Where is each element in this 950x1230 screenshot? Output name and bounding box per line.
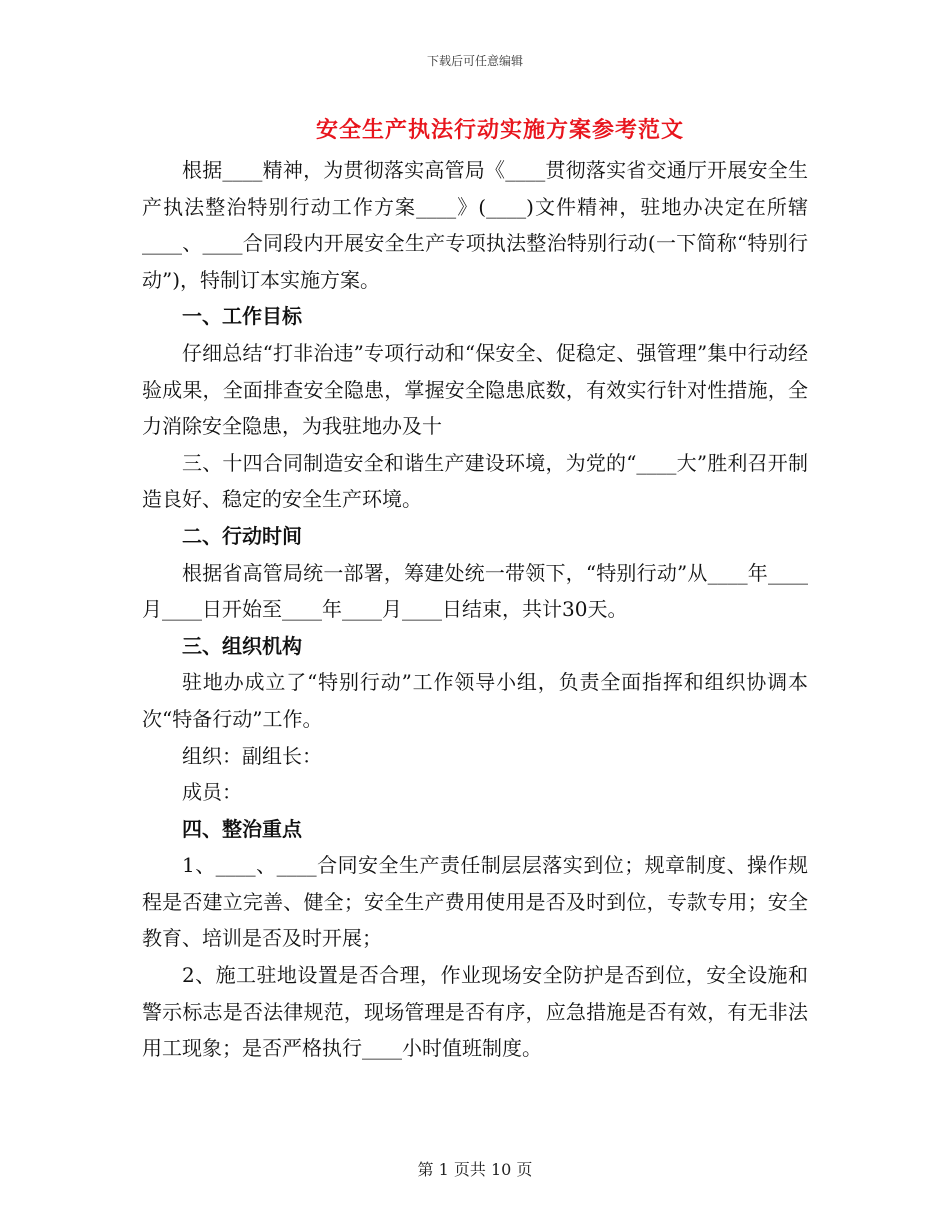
section-heading-goals: 一、工作目标: [182, 304, 302, 329]
document-body: [142, 152, 808, 1067]
time-paragraph: 根据省高管局统一部署，筹建处统一带领下，“特别行动”从____年____月____日开始至____年____月____日结束，共计30天。: [142, 560, 808, 622]
header-note: 下载后可任意编辑: [426, 54, 523, 68]
organization-leaders: 组织：副组长：: [182, 743, 322, 768]
page-footer: 第 1 页共 10 页: [417, 1160, 533, 1179]
document-title: 安全生产执法行动实施方案参考范文: [315, 117, 684, 143]
section-heading-organization: 三、组织机构: [182, 633, 302, 658]
section-heading-time: 二、行动时间: [182, 523, 302, 548]
intro-paragraph: 根据____精神，为贯彻落实高管局《____贯彻落实省交通厅开展安全生产执法整治特别行动工作方案____》(____)文件精神，驻地办决定在所辖____、____合同段内开展安全生产专项执法整治特别行动(一下简称“特别行动”)，特制订本实施方案。: [142, 158, 808, 292]
focus-item-1: 1、____、____合同安全生产责任制层层落实到位；规章制度、操作规程是否建立完善、健全；安全生产费用使用是否及时到位，专款专用；安全教育、培训是否及时开展；: [142, 853, 808, 951]
goals-paragraph-1: 仔细总结“打非治违”专项行动和“保安全、促稳定、强管理”集中行动经验成果，全面排查安全隐患，掌握安全隐患底数，有效实行针对性措施，全力消除安全隐患，为我驻地办及十: [142, 340, 808, 439]
organization-members: 成员：: [182, 780, 242, 805]
goals-paragraph-2: 三、十四合同制造安全和谐生产建设环境，为党的“____大”胜利召开制造良好、稳定的安全生产环境。: [142, 450, 808, 512]
focus-item-2: 2、施工驻地设置是否合理，作业现场安全防护是否到位，安全设施和警示标志是否法律规范，现场管理是否有序，应急措施是否有效，有无非法用工现象；是否严格执行____小时值班制度。: [142, 963, 808, 1061]
section-heading-focus: 四、整治重点: [182, 816, 302, 841]
organization-paragraph: 驻地办成立了“特别行动”工作领导小组，负责全面指挥和组织协调本次“特备行动”工作。: [142, 670, 808, 731]
